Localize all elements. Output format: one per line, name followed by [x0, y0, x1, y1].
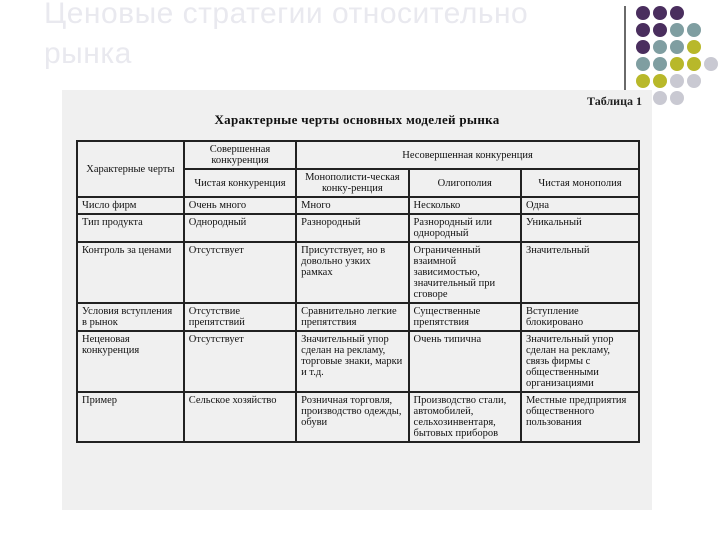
- decorative-dot: [636, 40, 650, 54]
- monopoly-cell: Значительный упор сделан на рекламу, связь фирмы с общественными организациями: [521, 331, 639, 392]
- row-label-cell: Контроль за ценами: [77, 242, 184, 303]
- row-label-cell: Тип продукта: [77, 214, 184, 242]
- table-row: [77, 331, 639, 392]
- perfect-competition-cell: Отсутствует: [184, 331, 296, 392]
- header-pure-monopoly: Чистая монополия: [521, 169, 639, 197]
- decorative-dot: [670, 91, 684, 105]
- decorative-dot: [687, 74, 701, 88]
- decorative-dot: [670, 74, 684, 88]
- row-label-cell: Пример: [77, 392, 184, 442]
- market-models-table: [76, 140, 640, 443]
- perfect-competition-cell: Сельское хозяйство: [184, 392, 296, 442]
- decorative-dot: [670, 40, 684, 54]
- decorative-dot: [653, 40, 667, 54]
- table-row: [77, 197, 639, 214]
- monopolistic-cell: Разнородный: [296, 214, 408, 242]
- decorative-dot: [687, 23, 701, 37]
- row-label-cell: Условия вступления в рынок: [77, 303, 184, 331]
- table-header-row: [77, 141, 639, 169]
- perfect-competition-cell: Отсутствие препятствий: [184, 303, 296, 331]
- table-row: [77, 214, 639, 242]
- monopolistic-cell: Розничная торговля, производство одежды, обуви: [296, 392, 408, 442]
- scanned-table-image: [62, 90, 652, 510]
- decorative-dot: [653, 23, 667, 37]
- decorative-dot: [636, 6, 650, 20]
- oligopoly-cell: Разнородный или однородный: [409, 214, 521, 242]
- oligopoly-cell: Ограниченный взаимной зависимостью, значительный при сговоре: [409, 242, 521, 303]
- decorative-dot: [653, 91, 667, 105]
- monopolistic-cell: Сравнительно легкие препятствия: [296, 303, 408, 331]
- oligopoly-cell: Существенные препятствия: [409, 303, 521, 331]
- monopolistic-cell: Много: [296, 197, 408, 214]
- monopoly-cell: Значительный: [521, 242, 639, 303]
- table-caption: Таблица 1: [587, 94, 642, 108]
- decorative-dot: [687, 57, 701, 71]
- table-row: [77, 242, 639, 303]
- decorative-dot: [687, 40, 701, 54]
- header-monopolistic-competition: Монополисти-ческая конку-ренция: [296, 169, 408, 197]
- decorative-dot: [653, 57, 667, 71]
- header-oligopoly: Олигополия: [409, 169, 521, 197]
- decorative-dot: [636, 57, 650, 71]
- table-heading: Характерные черты основных моделей рынка: [214, 112, 500, 127]
- oligopoly-cell: Очень типична: [409, 331, 521, 392]
- monopoly-cell: Вступление блокировано: [521, 303, 639, 331]
- table-row: [77, 303, 639, 331]
- monopoly-cell: Местные предприятия общественного пользования: [521, 392, 639, 442]
- decorative-dot: [670, 6, 684, 20]
- decorative-dot: [653, 74, 667, 88]
- monopolistic-cell: Значительный упор сделан на рекламу, торговые знаки, марки и т.д.: [296, 331, 408, 392]
- perfect-competition-cell: Однородный: [184, 214, 296, 242]
- decorative-dot: [636, 23, 650, 37]
- row-label-cell: Неценовая конкуренция: [77, 331, 184, 392]
- decorative-dot: [670, 57, 684, 71]
- title-divider-line: [624, 6, 626, 94]
- perfect-competition-cell: Отсутствует: [184, 242, 296, 303]
- perfect-competition-cell: Очень много: [184, 197, 296, 214]
- decorative-dot: [704, 57, 718, 71]
- row-label-cell: Число фирм: [77, 197, 184, 214]
- monopoly-cell: Уникальный: [521, 214, 639, 242]
- header-perfect-competition: Чистая конкуренция: [184, 169, 296, 197]
- oligopoly-cell: Несколько: [409, 197, 521, 214]
- decorative-dot: [636, 74, 650, 88]
- header-imperfect-competition-group: Несовершенная конкуренция: [296, 141, 639, 169]
- table-body: [77, 197, 639, 442]
- header-perfect-competition-group: Совершенная конкуренция: [184, 141, 296, 169]
- monopolistic-cell: Присутствует, но в довольно узких рамках: [296, 242, 408, 303]
- decorative-dot: [653, 6, 667, 20]
- decorative-dot: [670, 23, 684, 37]
- slide-title: Ценовые стратегии относительно рынка: [44, 0, 529, 70]
- monopoly-cell: Одна: [521, 197, 639, 214]
- table-row: [77, 392, 639, 442]
- oligopoly-cell: Производство стали, автомобилей, сельхозинвентаря, бытовых приборов: [409, 392, 521, 442]
- header-features: Характерные черты: [77, 141, 184, 197]
